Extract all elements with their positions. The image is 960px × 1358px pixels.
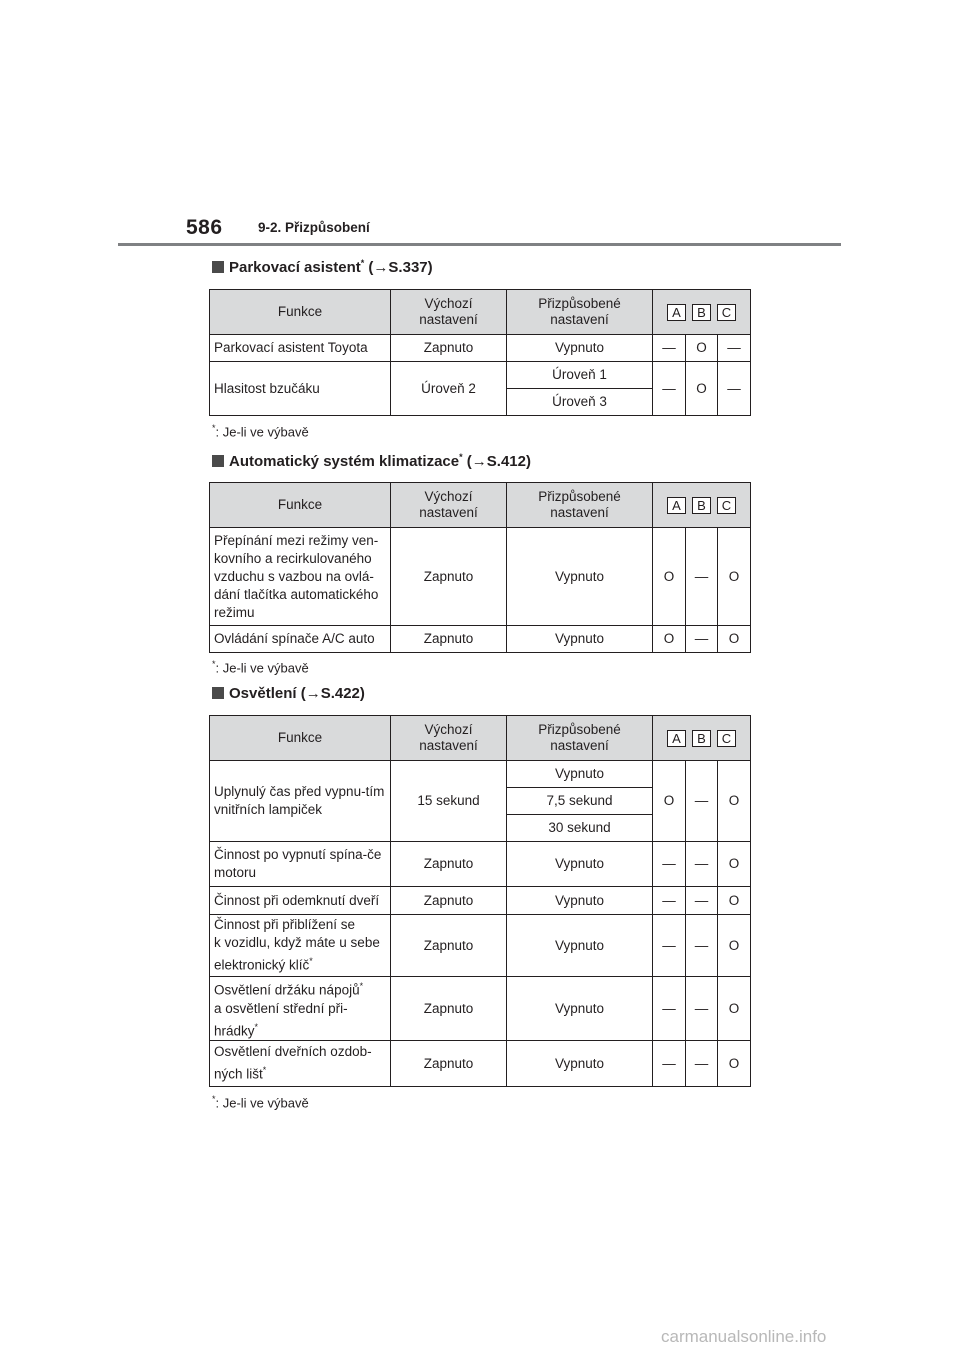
footnote-star: * bbox=[359, 981, 364, 991]
section-title-text: Automatický systém klimatizace bbox=[229, 453, 460, 470]
cell-b: — bbox=[686, 761, 718, 842]
cell-function: Hlasitost bzučáku bbox=[210, 362, 391, 416]
cell-function: Ovládání spínače A/C auto bbox=[210, 626, 391, 653]
cell-a: — bbox=[653, 915, 686, 977]
cell-c: O bbox=[718, 528, 751, 626]
footnote-star: * bbox=[254, 1021, 259, 1032]
table-row bbox=[210, 1041, 751, 1087]
cell-b: — bbox=[686, 528, 718, 626]
box-a: A bbox=[667, 304, 686, 321]
cell-b: — bbox=[686, 915, 718, 977]
watermark: carmanualsonline.info bbox=[661, 1327, 827, 1346]
cell-line: a osvětlení střední při- bbox=[214, 1000, 348, 1016]
footnote bbox=[212, 1094, 309, 1110]
cell-default: Zapnuto bbox=[391, 335, 507, 362]
table-header-row bbox=[210, 716, 751, 761]
bullet-square-icon bbox=[212, 261, 224, 273]
cell-c: O bbox=[718, 842, 751, 887]
cell-custom: 30 sekund bbox=[507, 815, 653, 842]
table-row bbox=[210, 887, 751, 915]
lighting-table bbox=[209, 715, 751, 1087]
cell-function: Parkovací asistent Toyota bbox=[210, 335, 391, 362]
cell-custom: Vypnuto bbox=[507, 915, 653, 977]
cell-b: — bbox=[686, 977, 718, 1041]
cell-function bbox=[210, 1041, 391, 1087]
page-header bbox=[186, 214, 786, 244]
box-c: C bbox=[717, 304, 736, 321]
col-header-function: Funkce bbox=[210, 290, 391, 335]
cell-a: — bbox=[653, 362, 686, 416]
footnote-text: : Je-li ve výbavě bbox=[215, 424, 309, 440]
cell-function: Přepínání mezi režimy ven-kovního a recirkulovaného vzduchu s vazbou na ovlá-dání tlačítka automatického režimu bbox=[210, 528, 391, 626]
cell-b: O bbox=[686, 335, 718, 362]
box-a: A bbox=[667, 497, 686, 514]
climate-table bbox=[209, 482, 751, 653]
col-header-function: Funkce bbox=[210, 483, 391, 528]
footnote-star: * bbox=[212, 659, 216, 669]
cell-custom: Vypnuto bbox=[507, 626, 653, 653]
cell-a: O bbox=[653, 626, 686, 653]
footnote-star: * bbox=[212, 423, 216, 433]
cell-function: Uplynulý čas před vypnu-tím vnitřních lampiček bbox=[210, 761, 391, 842]
cell-line: Osvětlení dveřních ozdob- bbox=[214, 1044, 372, 1060]
col-header-abc bbox=[653, 290, 751, 335]
cell-default: Zapnuto bbox=[391, 626, 507, 653]
cell-default: Zapnuto bbox=[391, 977, 507, 1041]
col-header-abc bbox=[653, 483, 751, 528]
cell-custom: Vypnuto bbox=[507, 528, 653, 626]
table-row bbox=[210, 761, 751, 788]
page-ref-link[interactable]: (→S.422) bbox=[296, 685, 365, 702]
cell-line: k vozidlu, když máte u sebe bbox=[214, 935, 380, 951]
section-title-text: Parkovací asistent bbox=[229, 259, 361, 276]
footnote-star: * bbox=[262, 1065, 267, 1076]
cell-c: O bbox=[718, 626, 751, 653]
col-header-custom: Přizpůsobené nastavení bbox=[507, 716, 653, 761]
footnote-star: * bbox=[459, 452, 463, 462]
box-b: B bbox=[692, 304, 711, 321]
cell-function bbox=[210, 977, 391, 1041]
footnote-text: : Je-li ve výbavě bbox=[215, 660, 309, 676]
cell-b: — bbox=[686, 842, 718, 887]
cell-default: 15 sekund bbox=[391, 761, 507, 842]
col-header-default: Výchozí nastavení bbox=[391, 290, 507, 335]
cell-default: Zapnuto bbox=[391, 915, 507, 977]
cell-a: — bbox=[653, 977, 686, 1041]
cell-b: — bbox=[686, 1041, 718, 1087]
cell-line: Osvětlení držáku nápojů bbox=[214, 982, 360, 998]
cell-a: — bbox=[653, 1041, 686, 1087]
cell-custom: 7,5 sekund bbox=[507, 788, 653, 815]
parking-assist-table bbox=[209, 289, 751, 416]
cell-b: — bbox=[686, 887, 718, 915]
col-header-function: Funkce bbox=[210, 716, 391, 761]
col-header-default: Výchozí nastavení bbox=[391, 716, 507, 761]
footnote bbox=[212, 423, 309, 439]
box-b: B bbox=[692, 730, 711, 747]
cell-c: — bbox=[718, 335, 751, 362]
page-number: 586 bbox=[186, 216, 223, 239]
col-header-custom: Přizpůsobené nastavení bbox=[507, 483, 653, 528]
cell-a: — bbox=[653, 887, 686, 915]
table-header-row bbox=[210, 290, 751, 335]
cell-custom: Vypnuto bbox=[507, 887, 653, 915]
cell-function: Činnost po vypnutí spína-če motoru bbox=[210, 842, 391, 887]
cell-function: Činnost při odemknutí dveří bbox=[210, 887, 391, 915]
cell-custom: Vypnuto bbox=[507, 761, 653, 788]
cell-default: Úroveň 2 bbox=[391, 362, 507, 416]
cell-custom: Vypnuto bbox=[507, 842, 653, 887]
table-row bbox=[210, 842, 751, 887]
page-ref-link[interactable]: (→S.412) bbox=[462, 453, 531, 470]
table-row bbox=[210, 335, 751, 362]
table-row bbox=[210, 528, 751, 626]
cell-a: O bbox=[653, 528, 686, 626]
header-divider bbox=[118, 243, 841, 246]
section-title-text: Osvětlení bbox=[229, 685, 297, 702]
footnote-star: * bbox=[360, 258, 365, 268]
cell-a: O bbox=[653, 761, 686, 842]
section-title-climate bbox=[212, 452, 531, 470]
cell-c: — bbox=[718, 362, 751, 416]
box-c: C bbox=[717, 730, 736, 747]
cell-c: O bbox=[718, 915, 751, 977]
box-a: A bbox=[667, 730, 686, 747]
cell-c: O bbox=[718, 1041, 751, 1087]
bullet-square-icon bbox=[212, 687, 224, 699]
cell-c: O bbox=[718, 887, 751, 915]
table-row bbox=[210, 915, 751, 977]
cell-line: ných lišt bbox=[214, 1066, 263, 1082]
cell-default: Zapnuto bbox=[391, 1041, 507, 1087]
box-c: C bbox=[717, 497, 736, 514]
cell-default: Zapnuto bbox=[391, 842, 507, 887]
section-title-lighting bbox=[212, 685, 365, 702]
cell-b: — bbox=[686, 626, 718, 653]
table-row bbox=[210, 626, 751, 653]
col-header-custom: Přizpůsobené nastavení bbox=[507, 290, 653, 335]
cell-c: O bbox=[718, 761, 751, 842]
table-row bbox=[210, 977, 751, 1041]
cell-default: Zapnuto bbox=[391, 887, 507, 915]
bullet-square-icon bbox=[212, 455, 224, 467]
cell-a: — bbox=[653, 335, 686, 362]
cell-line: elektronický klíč bbox=[214, 957, 310, 973]
footnote-star: * bbox=[309, 956, 313, 967]
box-b: B bbox=[692, 497, 711, 514]
section-reference: 9-2. Přizpůsobení bbox=[258, 220, 370, 235]
cell-custom: Vypnuto bbox=[507, 977, 653, 1041]
cell-default: Zapnuto bbox=[391, 528, 507, 626]
cell-line: Činnost při přiblížení se bbox=[214, 917, 356, 933]
cell-function bbox=[210, 915, 391, 977]
cell-c: O bbox=[718, 977, 751, 1041]
footnote bbox=[212, 659, 309, 675]
cell-custom: Vypnuto bbox=[507, 1041, 653, 1087]
section-title-parking-assist bbox=[212, 258, 433, 276]
cell-custom: Úroveň 3 bbox=[507, 389, 653, 416]
table-row bbox=[210, 362, 751, 389]
footnote-star: * bbox=[212, 1094, 216, 1104]
page-ref-link[interactable]: (→S.337) bbox=[364, 259, 433, 276]
cell-line: hrádky bbox=[214, 1023, 255, 1038]
cell-custom: Úroveň 1 bbox=[507, 362, 653, 389]
cell-a: — bbox=[653, 842, 686, 887]
col-header-default: Výchozí nastavení bbox=[391, 483, 507, 528]
col-header-abc bbox=[653, 716, 751, 761]
cell-custom: Vypnuto bbox=[507, 335, 653, 362]
footnote-text: : Je-li ve výbavě bbox=[215, 1095, 309, 1111]
cell-b: O bbox=[686, 362, 718, 416]
table-header-row bbox=[210, 483, 751, 528]
